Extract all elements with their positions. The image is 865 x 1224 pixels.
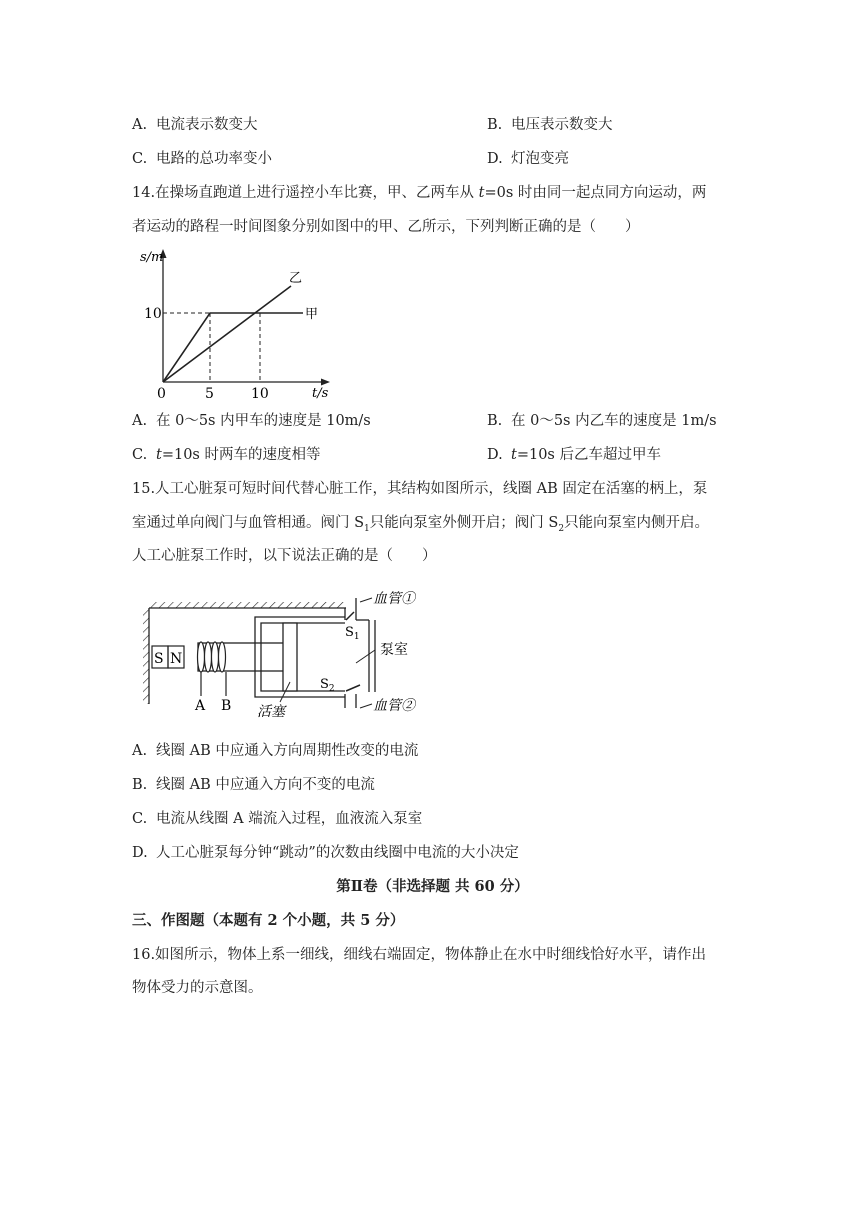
s2-label: $S_2$	[320, 677, 335, 694]
option-label: C.	[132, 447, 148, 463]
option-label: A.	[132, 117, 148, 133]
series-jia-label: 甲	[305, 307, 319, 322]
q14-text: =0s 时由同一起点同方向运动，两	[484, 185, 707, 201]
option-text: 在 0～5s 内乙车的速度是 1m/s	[511, 413, 717, 429]
option-text: =10s 时两车的速度相等	[161, 447, 321, 463]
option-label: D.	[487, 151, 503, 167]
q15-text: 只能向泵室内侧开启。	[564, 515, 710, 531]
option-text: 电流表示数变大	[156, 117, 258, 133]
option-label: B.	[487, 117, 503, 133]
q16-stem-line2: 物体受力的示意图。	[132, 980, 263, 996]
top-wall-hatch	[149, 602, 346, 608]
option-label: D.	[487, 447, 503, 463]
option-text: 人工心脏泵每分钟“跳动”的次数由线圈中电流的大小决定	[156, 845, 519, 861]
option-text: 灯泡变亮	[511, 151, 569, 167]
vessel1-label: 血管①	[373, 591, 415, 607]
option-text: 电流从线圈 A 端流入过程，血液流入泵室	[156, 811, 423, 827]
valve-s1	[346, 612, 354, 620]
label-a: A	[195, 698, 206, 714]
option-text: 线圈 AB 中应通入方向不变的电流	[156, 777, 375, 793]
vessel2-label: 血管②	[373, 698, 415, 714]
chamber-pointer	[356, 650, 375, 663]
x-tick-0: 0	[157, 386, 166, 402]
q15-option-a	[132, 739, 418, 760]
q16-stem-line1: 16.如图所示，物体上系一细线，细线右端固定，物体静止在水中时细线恰好水平，请作出	[132, 947, 707, 963]
series-jia-line	[163, 313, 303, 382]
x-axis-arrow	[321, 379, 330, 386]
piston-label: 活塞	[257, 704, 285, 720]
q14-stem-line1	[132, 181, 706, 202]
s1-label: $S_1$	[345, 625, 360, 642]
q15-option-b	[132, 773, 375, 794]
x-axis-label: t/s	[312, 386, 329, 401]
q15-sub: 1	[364, 523, 370, 534]
t-var: t	[156, 447, 162, 463]
q13-option-d	[487, 147, 569, 168]
vessel2-pointer	[360, 704, 372, 708]
chamber-label: 泵室	[380, 642, 408, 658]
q15-option-c	[132, 807, 422, 828]
option-label: C.	[132, 811, 148, 827]
piston-head	[283, 623, 297, 691]
q15-sub: 2	[558, 523, 565, 534]
q14-t-var: t	[478, 185, 485, 201]
x-tick-5: 5	[205, 386, 214, 402]
q15-stem-line2	[132, 511, 709, 534]
q14-option-b	[487, 409, 717, 430]
option-text: 在 0～5s 内甲车的速度是 10m/s	[156, 413, 371, 429]
q13-option-b	[487, 113, 613, 134]
q13-option-a	[132, 113, 258, 134]
option-text: =10s 后乙车超过甲车	[516, 447, 661, 463]
option-text: 电压表示数变大	[511, 117, 613, 133]
option-label: C.	[132, 151, 148, 167]
y-tick-10: 10	[144, 306, 162, 322]
q15-stem-line3: 人工心脏泵工作时，以下说法正确的是（ ）	[132, 548, 437, 564]
vessel1-pointer	[360, 598, 372, 602]
q14-st-graph	[138, 246, 348, 404]
option-label: A.	[132, 413, 148, 429]
magnet-n-label: N	[170, 651, 183, 667]
section3-title: 三、作图题（本题有 2 个小题，共 5 分）	[132, 912, 405, 929]
series-yi-line	[163, 286, 291, 382]
q14-stem-line2: 者运动的路程一时间图象分别如图中的甲、乙所示，下列判断正确的是（ ）	[132, 219, 640, 235]
y-axis-label: s/m	[140, 250, 164, 265]
q14-option-c	[132, 443, 320, 464]
q15-stem-line1: 15.人工心脏泵可短时间代替心脏工作，其结构如图所示，线圈 AB 固定在活塞的柄上，泵	[132, 481, 708, 497]
x-tick-10: 10	[251, 386, 269, 402]
magnet-s-label: S	[154, 651, 164, 667]
q14-option-a	[132, 409, 371, 430]
q14-text: 14.在操场直跑道上进行遥控小车比赛，甲、乙两车从	[132, 185, 479, 201]
q15-text: 室通过单向阀门与血管相通。阀门 S	[132, 515, 365, 531]
q15-option-d	[132, 841, 519, 862]
label-b: B	[221, 698, 232, 714]
left-wall-hatch	[143, 608, 149, 704]
series-yi-label: 乙	[289, 271, 303, 286]
option-label: B.	[132, 777, 148, 793]
t-var: t	[511, 447, 517, 463]
option-label: D.	[132, 845, 148, 861]
valve-s2	[346, 685, 360, 691]
option-text: 线圈 AB 中应通入方向周期性改变的电流	[156, 743, 419, 759]
q15-heart-pump-figure	[140, 584, 440, 724]
q14-option-d	[487, 443, 661, 464]
option-text: 电路的总功率变小	[156, 151, 272, 167]
q15-text: 只能向泵室外侧开启；阀门 S	[369, 515, 559, 531]
part2-title: 第Ⅱ卷（非选择题 共 60 分）	[336, 878, 529, 895]
option-label: A.	[132, 743, 148, 759]
q13-option-c	[132, 147, 272, 168]
option-label: B.	[487, 413, 503, 429]
